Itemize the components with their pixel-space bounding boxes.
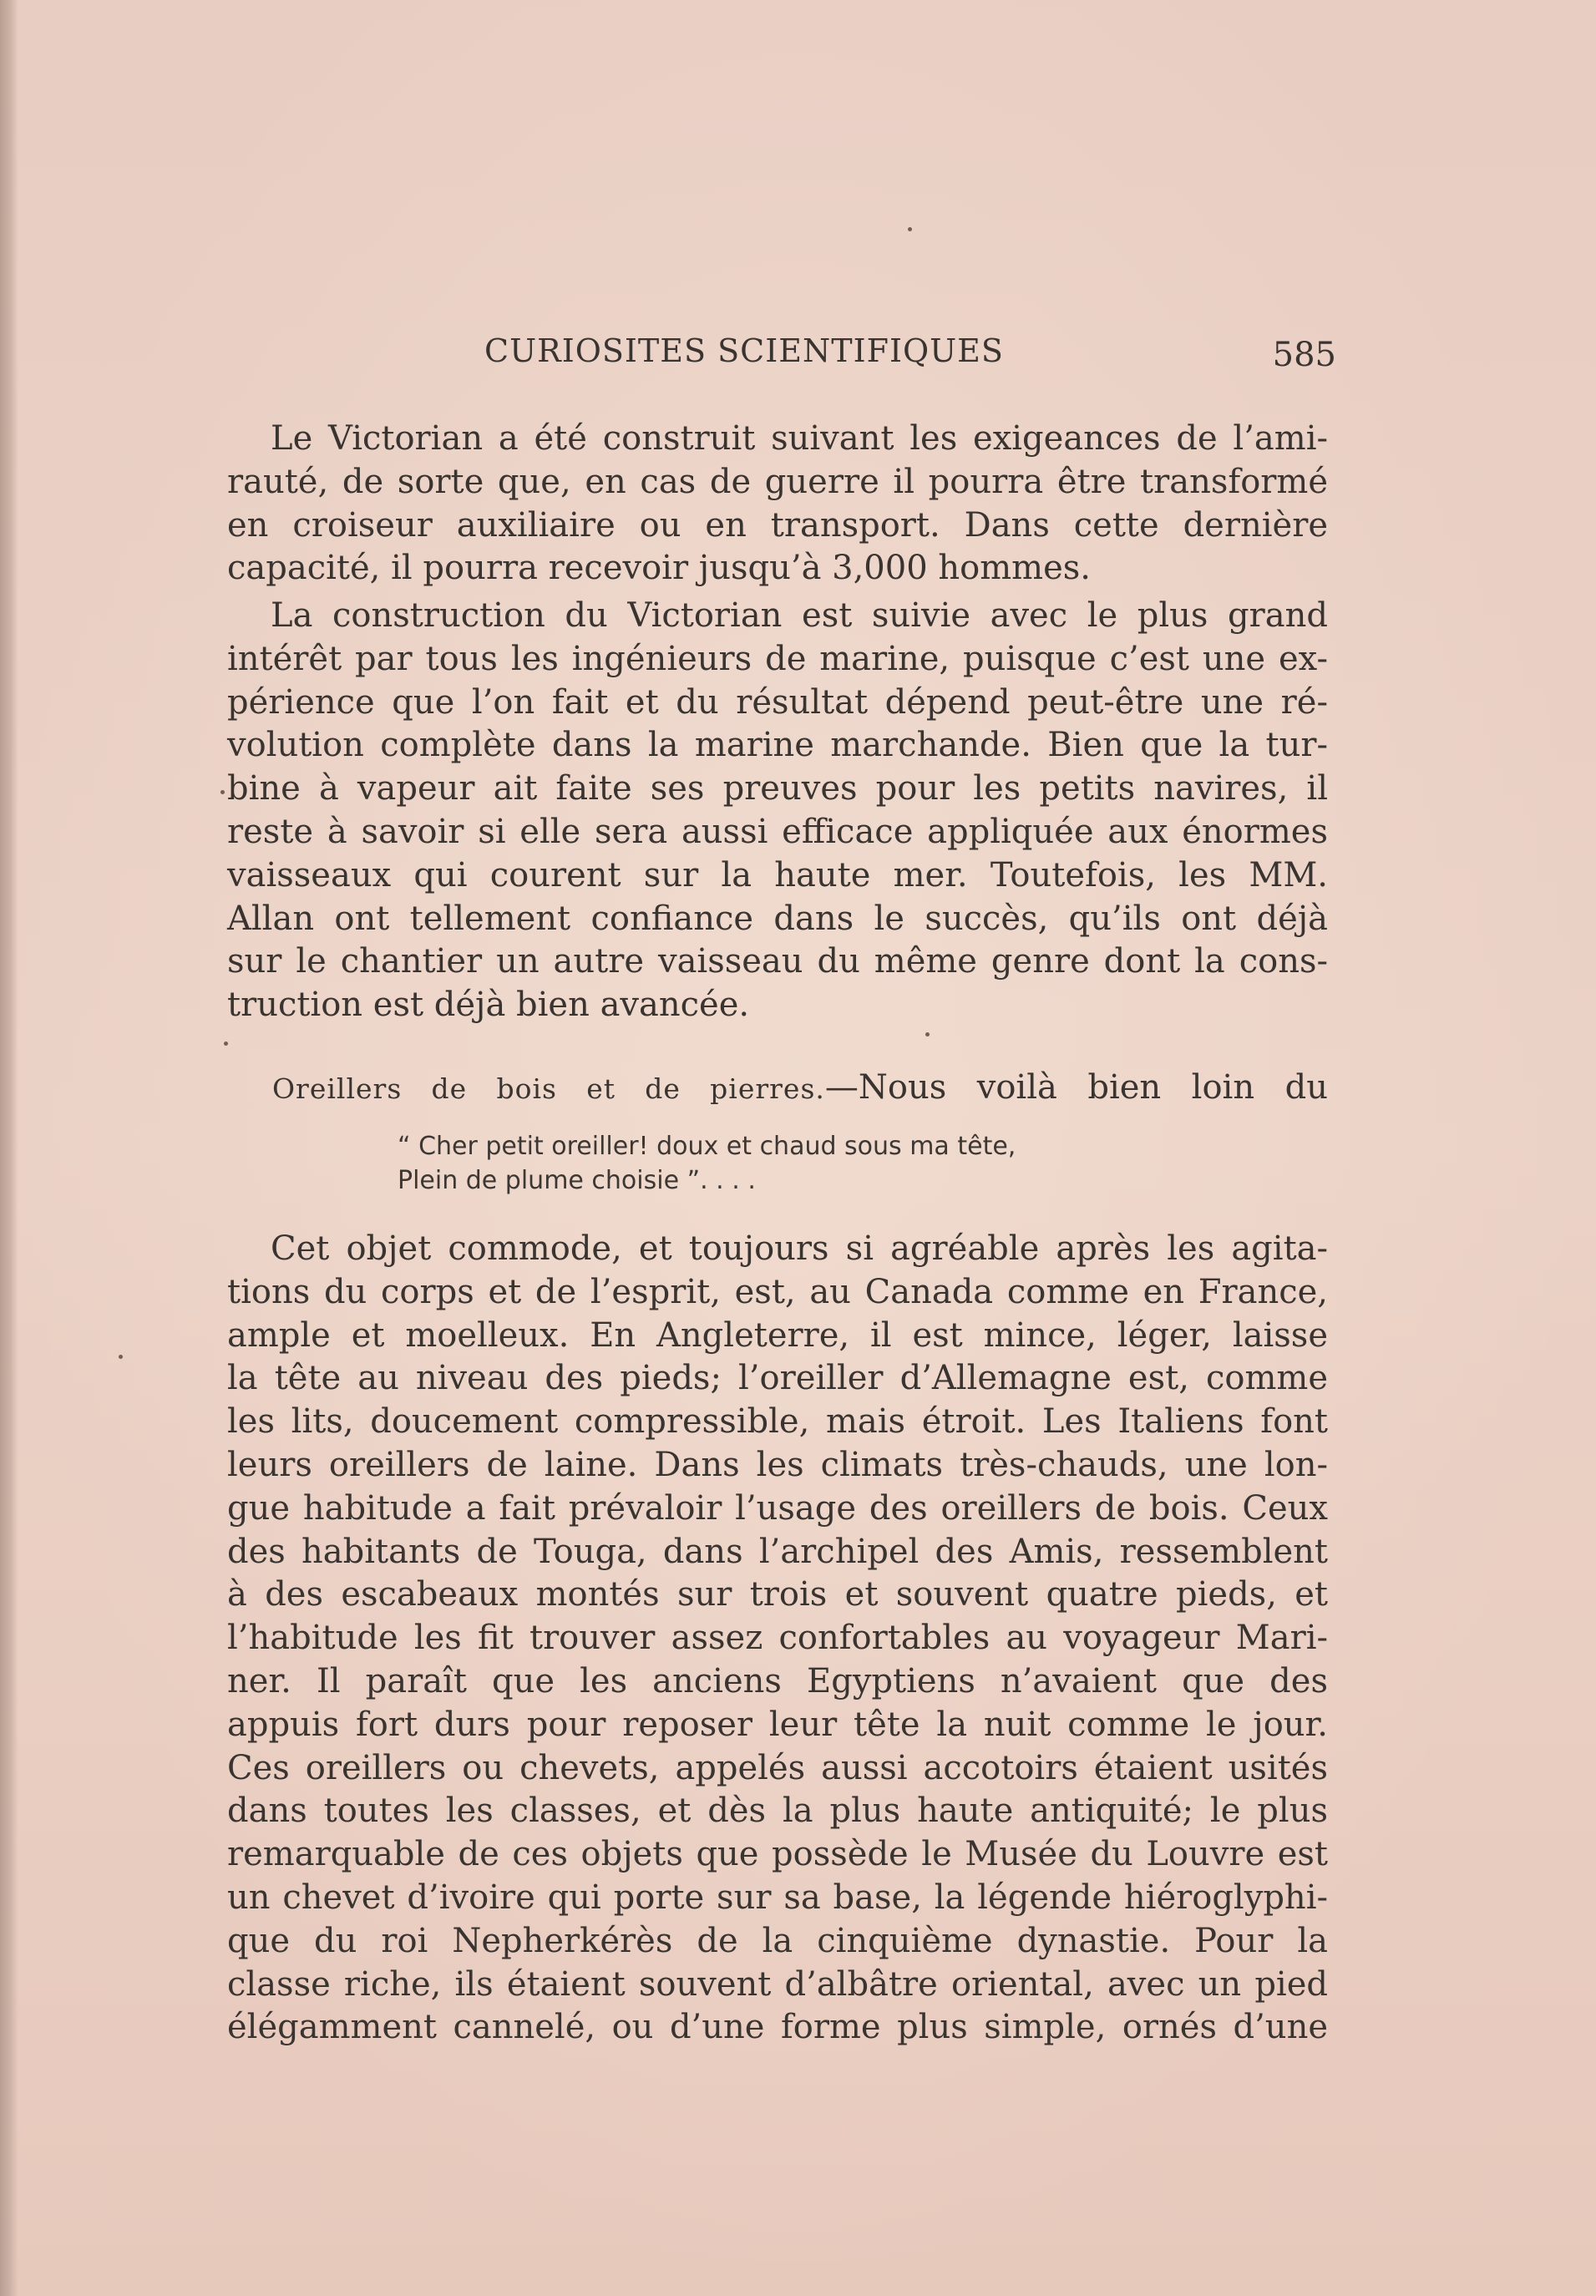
text-line: reste à savoir si elle sera aussi efficace appliquée aux énormes <box>227 812 1328 851</box>
text-line: leurs oreillers de laine. Dans les climats très-chauds, une lon- <box>227 1445 1328 1484</box>
text-line: à des escabeaux montés sur trois et souvent quatre pieds, et <box>227 1575 1328 1614</box>
text-line: élégamment cannelé, ou d’une forme plus simple, ornés d’une <box>227 2008 1328 2047</box>
text-line: Ces oreillers ou chevets, appelés aussi accotoirs étaient usités <box>227 1748 1328 1787</box>
section-heading-text: —Nous voilà bien loin du <box>824 1068 1328 1107</box>
text-line: ner. Il paraît que les anciens Egyptiens n’avaient que des <box>227 1661 1328 1700</box>
text-line: remarquable de ces objets que possède le Musée du Louvre est <box>227 1835 1328 1874</box>
text-line: la tête au niveau des pieds; l’oreiller d’Allemagne est, comme <box>227 1359 1328 1398</box>
paragraph-oreillers-body <box>227 1228 1328 2050</box>
text-line: truction est déjà bien avancée. <box>227 986 750 1025</box>
text-line: volution complète dans la marine marchande. Bien que la tur- <box>227 726 1328 765</box>
text-line: Allan ont tellement confiance dans le succès, qu’ils ont déjà <box>227 899 1328 938</box>
text-line: en croiseur auxiliaire ou en transport. Dans cette dernière <box>227 505 1328 545</box>
text-line: Le Victorian a été construit suivant les exigeances de l’ami- <box>271 419 1328 458</box>
text-line: vaisseaux qui courent sur la haute mer. Toutefois, les MM. <box>227 855 1328 895</box>
text-line: appuis fort durs pour reposer leur tête la nuit comme le jour. <box>227 1705 1328 1744</box>
poem-quote <box>398 1129 1149 1198</box>
text-line: les lits, doucement compressible, mais étroit. Les Italiens font <box>227 1402 1328 1442</box>
text-line: gue habitude a fait prévaloir l’usage des oreillers de bois. Ceux <box>227 1488 1328 1528</box>
section-heading-oreillers <box>272 1066 1328 1109</box>
text-line: capacité, il pourra recevoir jusqu’à 3,000 hommes. <box>227 549 1091 588</box>
text-line: périence que l’on fait et du résultat dépend peut-être une ré- <box>227 682 1328 722</box>
paragraph-victorian-2 <box>227 595 1328 1027</box>
quote-line: “ Cher petit oreiller! doux et chaud sous ma tête, <box>398 1132 1016 1161</box>
page-gutter-shadow <box>0 0 18 2296</box>
text-line: Cet objet commode, et toujours si agréable après les agita- <box>271 1229 1328 1268</box>
running-title: CURIOSITES SCIENTIFIQUES <box>484 332 1004 369</box>
text-line: classe riche, ils étaient souvent d’albâtre oriental, avec un pied <box>227 1964 1328 2004</box>
text-line: l’habitude les fit trouver assez confortables au voyageur Mari- <box>227 1619 1328 1658</box>
text-line: La construction du Victorian est suivie avec le plus grand <box>271 596 1328 635</box>
text-line: un chevet d’ivoire qui porte sur sa base, la légende hiéroglyphi- <box>227 1878 1328 1917</box>
text-line: bine à vapeur ait faite ses preuves pour les petits navires, il <box>227 769 1328 808</box>
text-line: rauté, de sorte que, en cas de guerre il pourra être transformé <box>227 462 1328 501</box>
text-line: sur le chantier un autre vaisseau du même genre dont la cons- <box>227 942 1328 981</box>
section-heading-title: Oreillers de bois et de pierres. <box>272 1072 825 1105</box>
text-line: intérêt par tous les ingénieurs de marine, puisque c’est une ex- <box>227 639 1328 678</box>
text-line: des habitants de Touga, dans l’archipel des Amis, ressemblent <box>227 1532 1328 1571</box>
running-head <box>225 332 1336 383</box>
text-line: ample et moelleux. En Angleterre, il est mince, léger, laisse <box>227 1315 1328 1355</box>
text-line: que du roi Nepherkérès de la cinquième dynastie. Pour la <box>227 1921 1328 1960</box>
text-line: dans toutes les classes, et dès la plus haute antiquité; le plus <box>227 1792 1328 1831</box>
paragraph-victorian-1 <box>227 418 1328 590</box>
quote-line: Plein de plume choisie ”. . . . <box>398 1166 756 1195</box>
text-line: tions du corps et de l’esprit, est, au Canada comme en France, <box>227 1272 1328 1311</box>
page-number: 585 <box>1272 336 1336 374</box>
